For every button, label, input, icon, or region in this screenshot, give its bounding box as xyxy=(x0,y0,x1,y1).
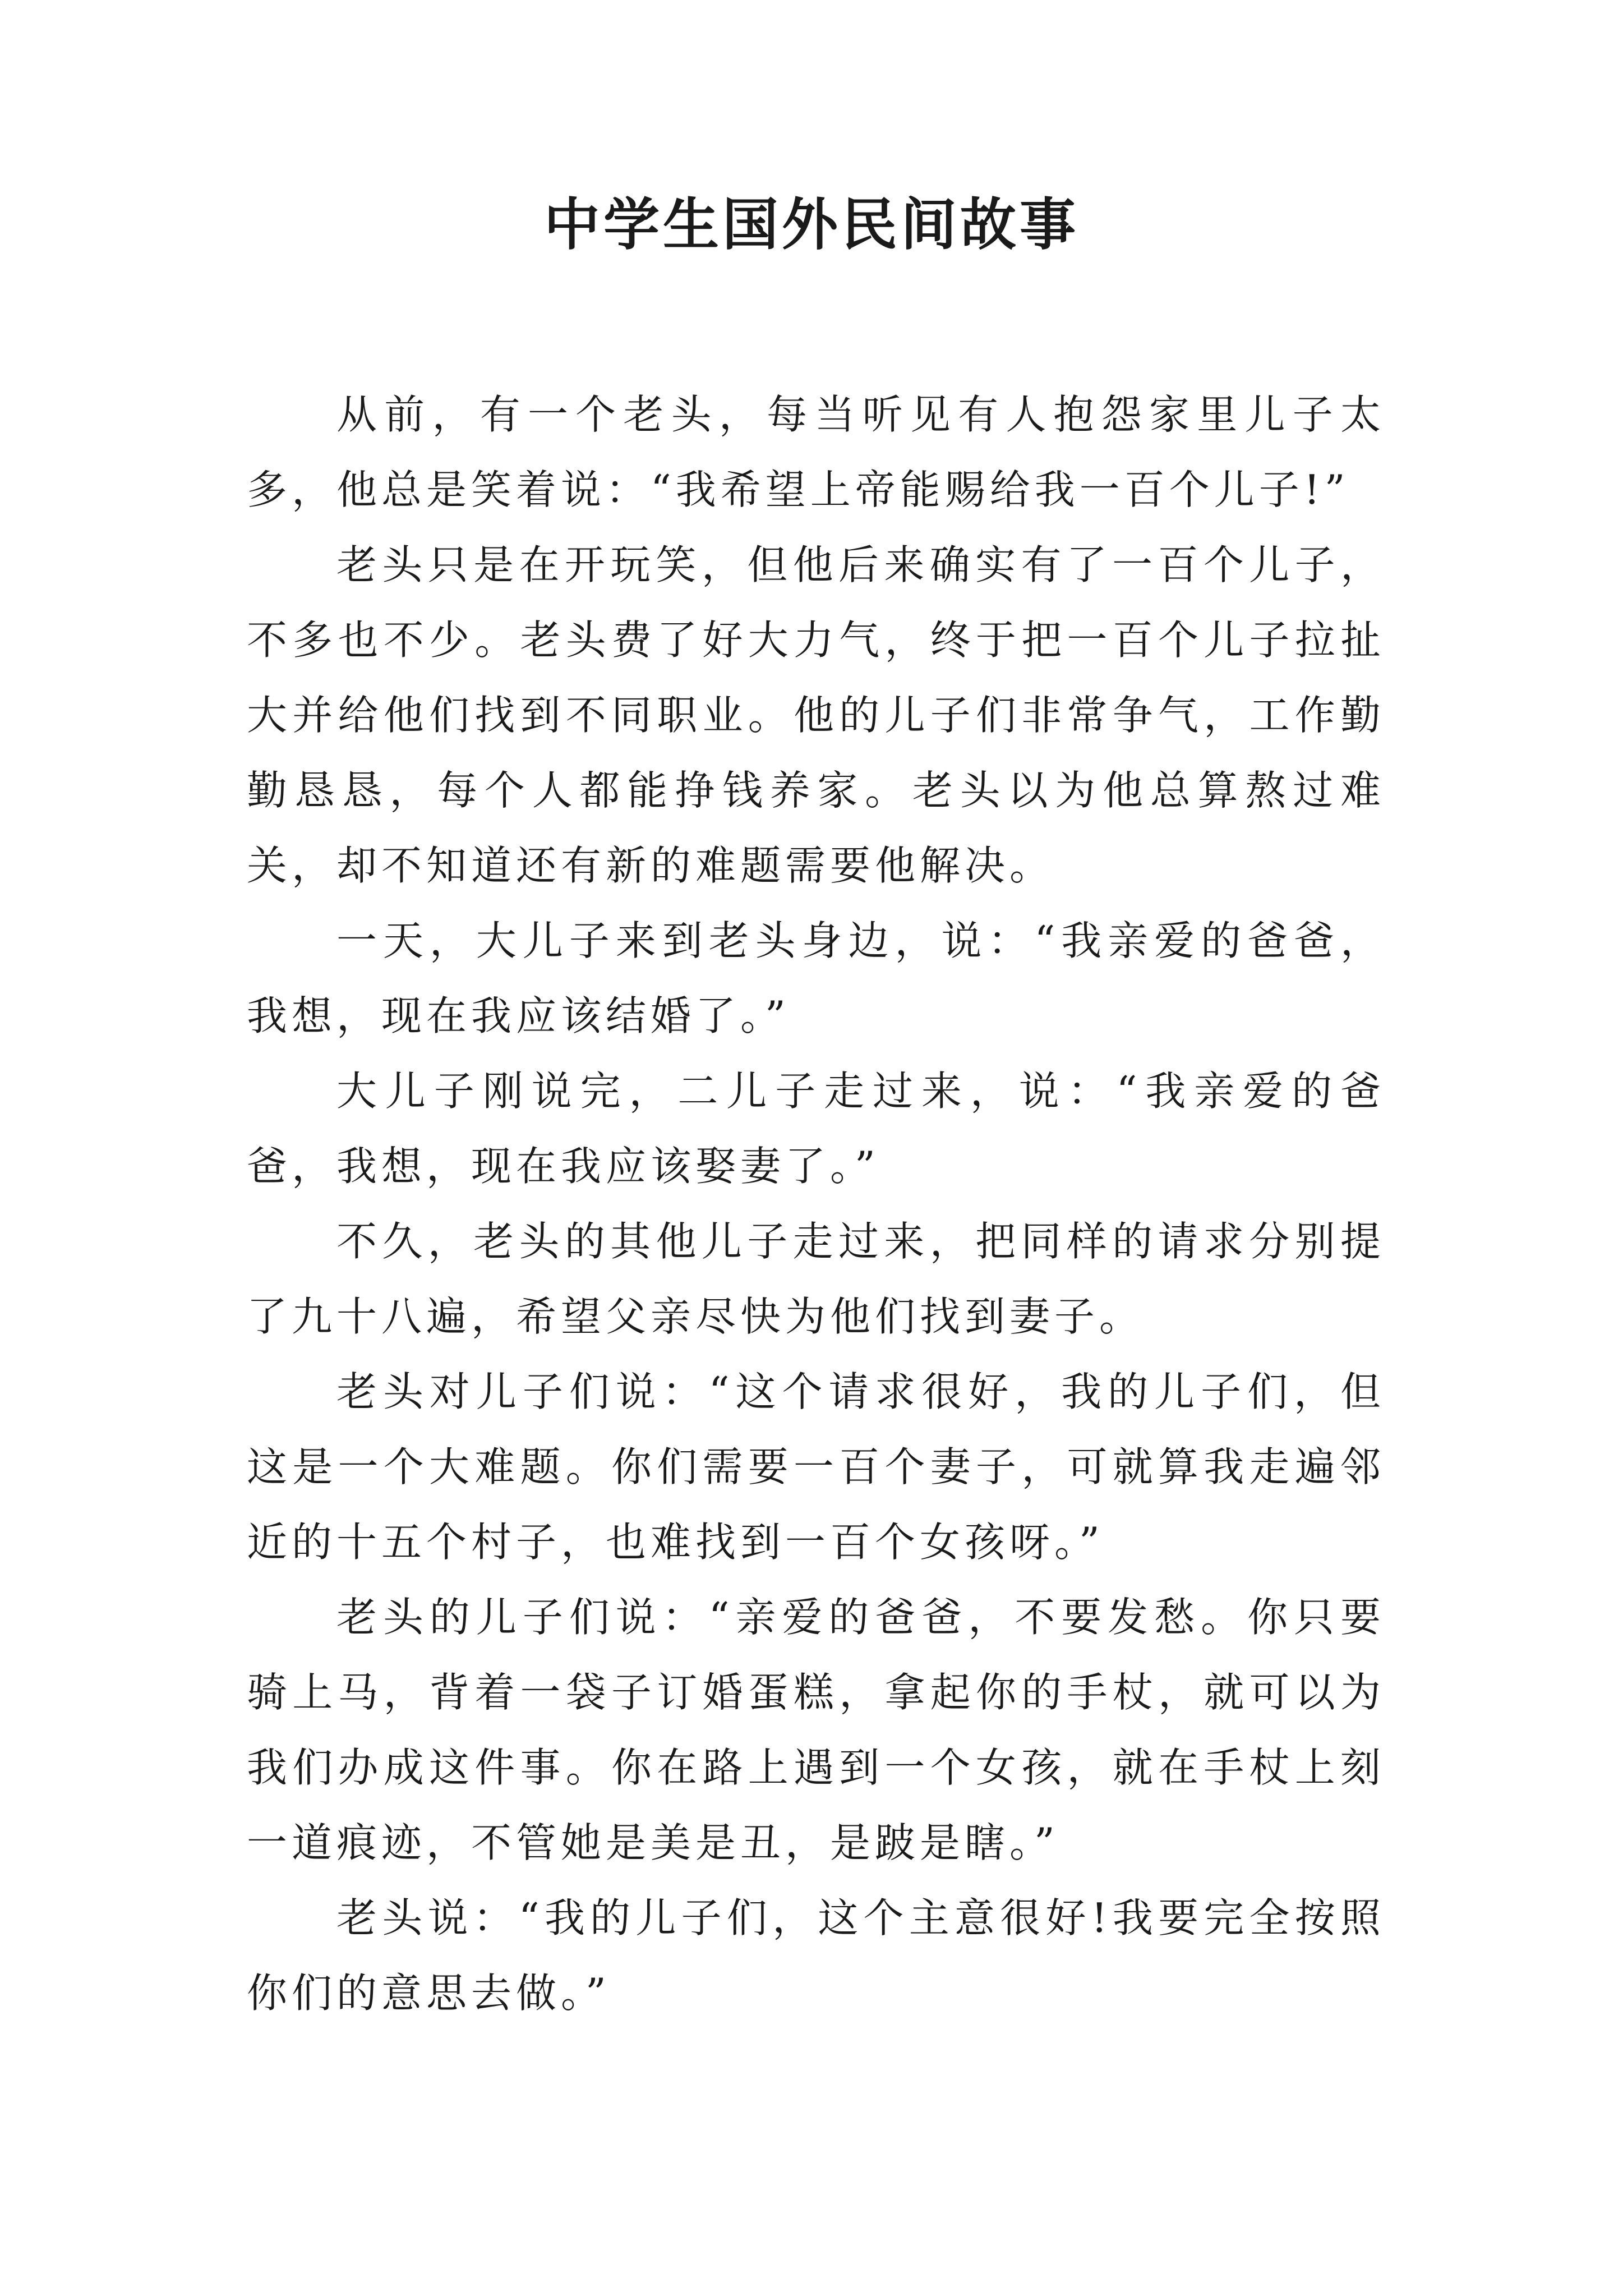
paragraph-1: 从前，有一个老头，每当听见有人抱怨家里儿子太多，他总是笑着说：“我希望上帝能赐给我一百个儿子!” xyxy=(247,391,1385,513)
paragraph-6: 老头对儿子们说：“这个请求很好，我的儿子们，但这是一个大难题。你们需要一百个妻子，可就算我走遍邻近的十五个村子，也难找到一百个女孩呀。” xyxy=(247,1368,1385,1566)
paragraph-4: 大儿子刚说完，二儿子走过来，说：“我亲爱的爸爸，我想，现在我应该娶妻了。” xyxy=(247,1068,1385,1190)
paragraph-8: 老头说：“我的儿子们，这个主意很好!我要完全按照你们的意思去做。” xyxy=(247,1894,1385,2017)
story-body xyxy=(247,377,1385,2031)
paragraph-3: 一天，大儿子来到老头身边，说：“我亲爱的爸爸，我想，现在我应该结婚了。” xyxy=(247,917,1385,1039)
paragraph-2: 老头只是在开玩笑，但他后来确实有了一百个儿子，不多也不少。老头费了好大力气，终于把一百个儿子拉扯大并给他们找到不同职业。他的儿子们非常争气，工作勤勤恳恳，每个人都能挣钱养家。老头以为他总算熬过难关，却不知道还有新的难题需要他解决。 xyxy=(247,541,1385,889)
page-title: 中学生国外民间故事 xyxy=(544,191,1079,257)
paragraph-7: 老头的儿子们说：“亲爱的爸爸，不要发愁。你只要骑上马，背着一袋子订婚蛋糕，拿起你的手杖，就可以为我们办成这件事。你在路上遇到一个女孩，就在手杖上刻一道痕迹，不管她是美是丑，是跛是瞎。” xyxy=(247,1594,1385,1866)
paragraph-5: 不久，老头的其他儿子走过来，把同样的请求分别提了九十八遍，希望父亲尽快为他们找到妻子。 xyxy=(247,1218,1385,1340)
